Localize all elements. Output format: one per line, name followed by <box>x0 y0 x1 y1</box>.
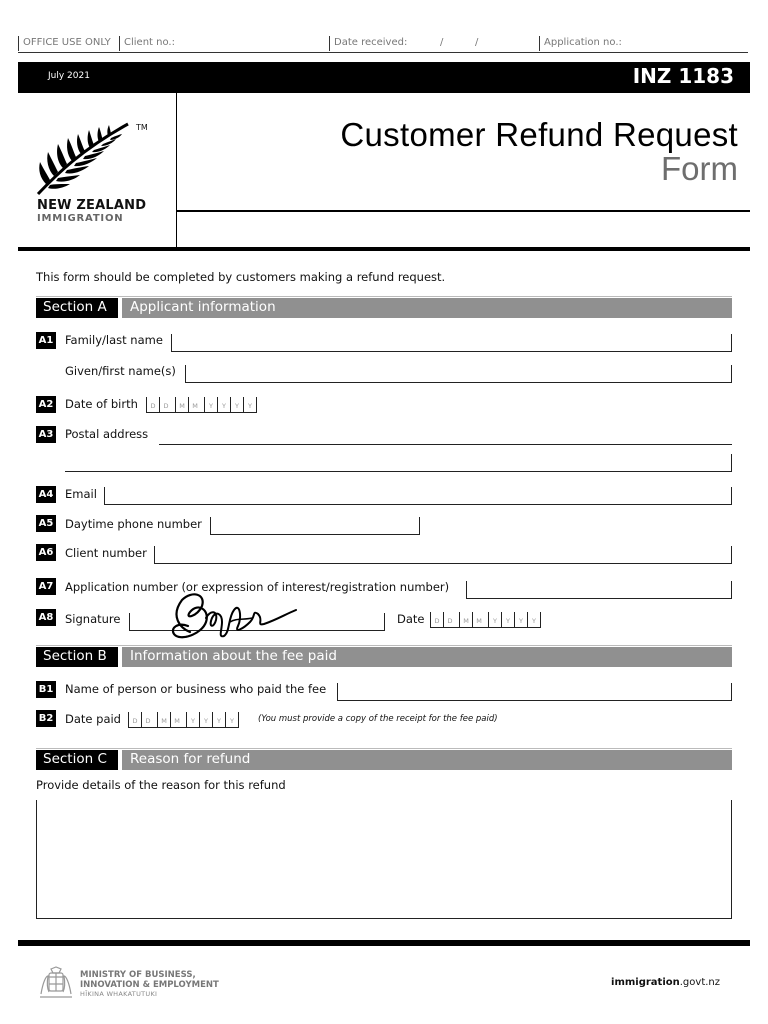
client-no-label: Client no.: <box>124 37 175 48</box>
dob-label: Date of birth <box>65 397 138 411</box>
date-digit: Y <box>501 612 514 627</box>
question-number: B1 <box>36 681 56 698</box>
dob-digit: M <box>175 397 188 412</box>
question-number: A5 <box>36 515 56 532</box>
header-strip <box>18 62 750 93</box>
date-paid-field[interactable] <box>128 712 239 728</box>
date-digit: D <box>443 612 456 627</box>
dob-digit: D <box>159 397 172 412</box>
given-name-field[interactable] <box>185 365 732 383</box>
divider <box>119 36 120 51</box>
intro-text: This form should be completed by customers making a refund request. <box>36 270 446 284</box>
date-slash: / <box>475 37 479 48</box>
date-slash: / <box>440 37 444 48</box>
question-number: A2 <box>36 396 56 413</box>
logo-subtitle: IMMIGRATION <box>37 213 124 224</box>
date-digit: D <box>128 712 141 727</box>
office-use-label: OFFICE USE ONLY <box>23 37 111 48</box>
dob-digit: D <box>146 397 159 412</box>
payer-name-field[interactable] <box>337 683 732 701</box>
client-number-label: Client number <box>65 546 147 560</box>
phone-field[interactable] <box>210 517 420 535</box>
website-domain: immigration <box>611 977 680 988</box>
footer-rule <box>18 940 750 946</box>
handwritten-signature <box>160 588 302 646</box>
date-digit: D <box>141 712 154 727</box>
date-digit: Y <box>527 612 540 627</box>
question-number: B2 <box>36 710 56 727</box>
client-number-field[interactable] <box>154 546 732 564</box>
dob-digit: Y <box>204 397 217 412</box>
question-number: A8 <box>36 609 56 626</box>
divider <box>329 36 330 51</box>
date-digit: Y <box>488 612 501 627</box>
office-use-bar <box>18 36 748 53</box>
header-rule <box>177 210 750 212</box>
date-digit: Y <box>186 712 199 727</box>
family-name-label: Family/last name <box>65 333 163 347</box>
payer-name-label: Name of person or business who paid the fee <box>65 682 327 696</box>
mbie-name-line2: INNOVATION & EMPLOYMENT <box>80 980 219 990</box>
section-b-tab: Section B <box>36 647 118 667</box>
date-digit: D <box>430 612 443 627</box>
date-paid-label: Date paid <box>65 712 121 726</box>
section-divider <box>36 748 732 749</box>
date-digit: Y <box>199 712 212 727</box>
logo-title: NEW ZEALAND <box>37 198 147 213</box>
mbie-name-line1: MINISTRY OF BUSINESS, <box>80 970 196 980</box>
date-digit: Y <box>225 712 238 727</box>
section-a-tab: Section A <box>36 298 118 318</box>
date-digit: M <box>459 612 472 627</box>
divider <box>539 36 540 51</box>
divider <box>18 36 19 51</box>
dob-digit: Y <box>243 397 256 412</box>
dob-digit: Y <box>230 397 243 412</box>
question-number: A1 <box>36 332 56 349</box>
given-name-label: Given/first name(s) <box>65 364 176 378</box>
email-field[interactable] <box>104 487 732 505</box>
website-link[interactable] <box>611 977 720 988</box>
section-c-heading: Reason for refund <box>122 750 732 770</box>
date-label: Date <box>397 612 425 626</box>
application-no-label: Application no.: <box>544 37 622 48</box>
silver-fern-icon <box>36 120 134 196</box>
signature-date-field[interactable] <box>430 612 541 628</box>
dob-digit: M <box>188 397 201 412</box>
question-number: A7 <box>36 578 56 595</box>
dob-field[interactable] <box>146 397 257 413</box>
reason-textarea[interactable] <box>36 800 732 919</box>
page-title-form: Form <box>661 150 738 187</box>
question-number: A4 <box>36 486 56 503</box>
receipt-note: (You must provide a copy of the receipt for the fee paid) <box>258 714 498 724</box>
mbie-maori-name: HĪKINA WHAKATUTUKI <box>80 990 158 998</box>
postal-address-field-line1[interactable] <box>159 427 732 445</box>
question-number: A6 <box>36 544 56 561</box>
postal-address-label: Postal address <box>65 427 149 441</box>
reason-prompt: Provide details of the reason for this refund <box>36 778 286 792</box>
signature-label: Signature <box>65 612 121 626</box>
application-number-label: Application number (or expression of interest/registration number) <box>65 580 450 594</box>
page-title: Customer Refund Request <box>340 116 738 153</box>
question-number: A3 <box>36 426 56 443</box>
postal-address-field-line2[interactable] <box>65 454 732 472</box>
trademark-symbol: TM <box>136 123 148 132</box>
form-number: INZ 1183 <box>632 64 734 88</box>
family-name-field[interactable] <box>171 334 732 352</box>
section-c-tab: Section C <box>36 750 118 770</box>
phone-label: Daytime phone number <box>65 517 202 531</box>
date-digit: M <box>170 712 183 727</box>
dob-digit: Y <box>217 397 230 412</box>
form-date: July 2021 <box>48 71 90 81</box>
date-digit: M <box>472 612 485 627</box>
website-suffix: .govt.nz <box>679 977 720 988</box>
section-a-heading: Applicant information <box>122 298 732 318</box>
date-received-label: Date received: <box>334 37 408 48</box>
header-bottom-rule <box>18 247 750 251</box>
coat-of-arms-icon <box>38 966 74 1000</box>
application-number-field[interactable] <box>466 581 732 599</box>
section-divider <box>36 296 732 297</box>
date-digit: Y <box>212 712 225 727</box>
date-digit: Y <box>514 612 527 627</box>
email-label: Email <box>65 487 97 501</box>
section-b-heading: Information about the fee paid <box>122 647 732 667</box>
section-divider <box>36 645 732 646</box>
date-digit: M <box>157 712 170 727</box>
